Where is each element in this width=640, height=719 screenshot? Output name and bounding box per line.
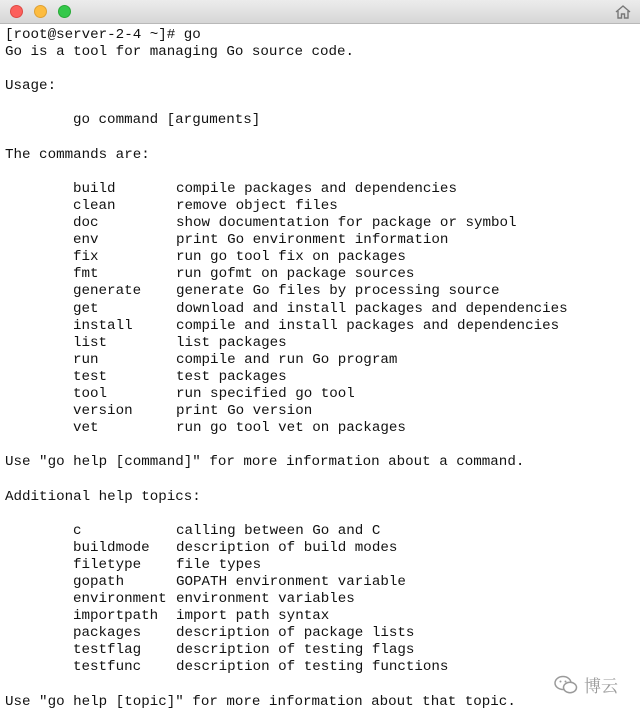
topic-row — [5, 591, 640, 608]
topic-row-name: filetype — [73, 556, 142, 573]
topic-row-name: buildmode — [73, 539, 150, 556]
command-row-description: run specified go tool — [176, 385, 355, 402]
command-row — [5, 301, 640, 318]
commands-list — [5, 181, 640, 437]
command-row-name: get — [73, 300, 99, 317]
shell-prompt: [root@server-2-4 ~]# go — [5, 27, 201, 43]
command-row-description: compile and run Go program — [176, 351, 398, 368]
command-row — [5, 266, 640, 283]
help-topic-line: Use "go help [topic]" for more information about that topic. — [5, 693, 516, 710]
topic-row — [5, 659, 640, 676]
command-row-description: show documentation for package or symbol — [176, 215, 517, 232]
usage-line-row — [5, 112, 640, 129]
command-row-name: run — [73, 351, 99, 368]
command-row-description: list packages — [176, 334, 287, 351]
command-row — [5, 352, 640, 369]
blank-line — [5, 677, 640, 694]
topic-row — [5, 557, 640, 574]
topic-row-description: file types — [176, 556, 262, 573]
command-row-name: vet — [73, 420, 99, 437]
blank-line — [5, 437, 640, 454]
command-row-description: generate Go files by processing source — [176, 283, 500, 300]
command-row — [5, 283, 640, 300]
blank-line — [5, 164, 640, 181]
command-row — [5, 215, 640, 232]
usage-line: go command [arguments] — [73, 112, 261, 129]
command-row-description: run go tool vet on packages — [176, 420, 406, 437]
command-row — [5, 318, 640, 335]
topic-row-name: gopath — [73, 574, 125, 590]
topics-list — [5, 523, 640, 677]
topic-row — [5, 574, 640, 591]
terminal-output[interactable] — [5, 27, 640, 711]
watermark-text: 博云 — [584, 677, 618, 697]
command-row-name: tool — [73, 385, 108, 402]
command-row-name: fix — [73, 249, 99, 266]
command-row-description: test packages — [176, 368, 287, 385]
command-row-description: print Go environment information — [176, 232, 449, 249]
topic-row — [5, 642, 640, 659]
blank-line — [5, 95, 640, 112]
topic-row-description: description of package lists — [176, 625, 415, 642]
help-command-line: Use "go help [command]" for more information about a command. — [5, 454, 525, 471]
topic-row-description: environment variables — [176, 591, 355, 608]
command-row-name: build — [73, 180, 116, 197]
command-row — [5, 198, 640, 215]
topic-row-description: description of testing functions — [176, 659, 449, 676]
watermark — [554, 672, 618, 697]
command-row — [5, 403, 640, 420]
home-icon[interactable] — [614, 3, 632, 21]
topic-row — [5, 608, 640, 625]
topic-row-description: description of build modes — [176, 539, 398, 556]
close-window-button[interactable] — [10, 5, 23, 18]
intro-text: Go is a tool for managing Go source code. — [5, 44, 355, 61]
topic-row — [5, 523, 640, 540]
minimize-window-button[interactable] — [34, 5, 47, 18]
command-row — [5, 232, 640, 249]
topic-row — [5, 540, 640, 557]
command-row — [5, 386, 640, 403]
topic-row-description: import path syntax — [176, 608, 330, 625]
command-row-description: print Go version — [176, 403, 313, 420]
topics-heading: Additional help topics: — [5, 488, 201, 505]
command-row-name: fmt — [73, 266, 99, 283]
command-row-name: generate — [73, 283, 142, 300]
usage-heading: Usage: — [5, 78, 57, 95]
command-row — [5, 249, 640, 266]
command-row-name: clean — [73, 197, 116, 214]
command-row-name: install — [73, 317, 133, 334]
command-row-description: run go tool fix on packages — [176, 249, 406, 266]
topic-row-description: calling between Go and C — [176, 522, 381, 539]
wechat-icon — [554, 675, 578, 695]
topic-row-name: testflag — [73, 642, 142, 659]
blank-line — [5, 471, 640, 488]
command-row-description: compile packages and dependencies — [176, 180, 457, 197]
topic-row-description: description of testing flags — [176, 642, 415, 659]
blank-line — [5, 506, 640, 523]
topic-row-name: c — [73, 522, 82, 539]
commands-heading: The commands are: — [5, 146, 150, 163]
topic-row-name: testfunc — [73, 659, 142, 676]
command-row-description: compile and install packages and dependencies — [176, 317, 560, 334]
topic-row — [5, 625, 640, 642]
topic-row-name: packages — [73, 625, 142, 642]
blank-line — [5, 61, 640, 78]
command-row-name: list — [73, 334, 108, 351]
command-row-description: remove object files — [176, 197, 338, 214]
command-row — [5, 335, 640, 352]
command-row-description: download and install packages and dependencies — [176, 300, 568, 317]
command-row-name: version — [73, 403, 133, 420]
window-titlebar — [0, 0, 640, 24]
command-row-name: test — [73, 368, 108, 385]
command-row — [5, 181, 640, 198]
command-row — [5, 369, 640, 386]
command-row-name: env — [73, 232, 99, 249]
topic-row-name: importpath — [73, 608, 159, 625]
command-row — [5, 420, 640, 437]
topic-row-description: GOPATH environment variable — [176, 574, 406, 590]
command-row-name: doc — [73, 215, 99, 232]
command-row-description: run gofmt on package sources — [176, 266, 415, 283]
topic-row-name: environment — [73, 591, 167, 608]
zoom-window-button[interactable] — [58, 5, 71, 18]
blank-line — [5, 130, 640, 147]
